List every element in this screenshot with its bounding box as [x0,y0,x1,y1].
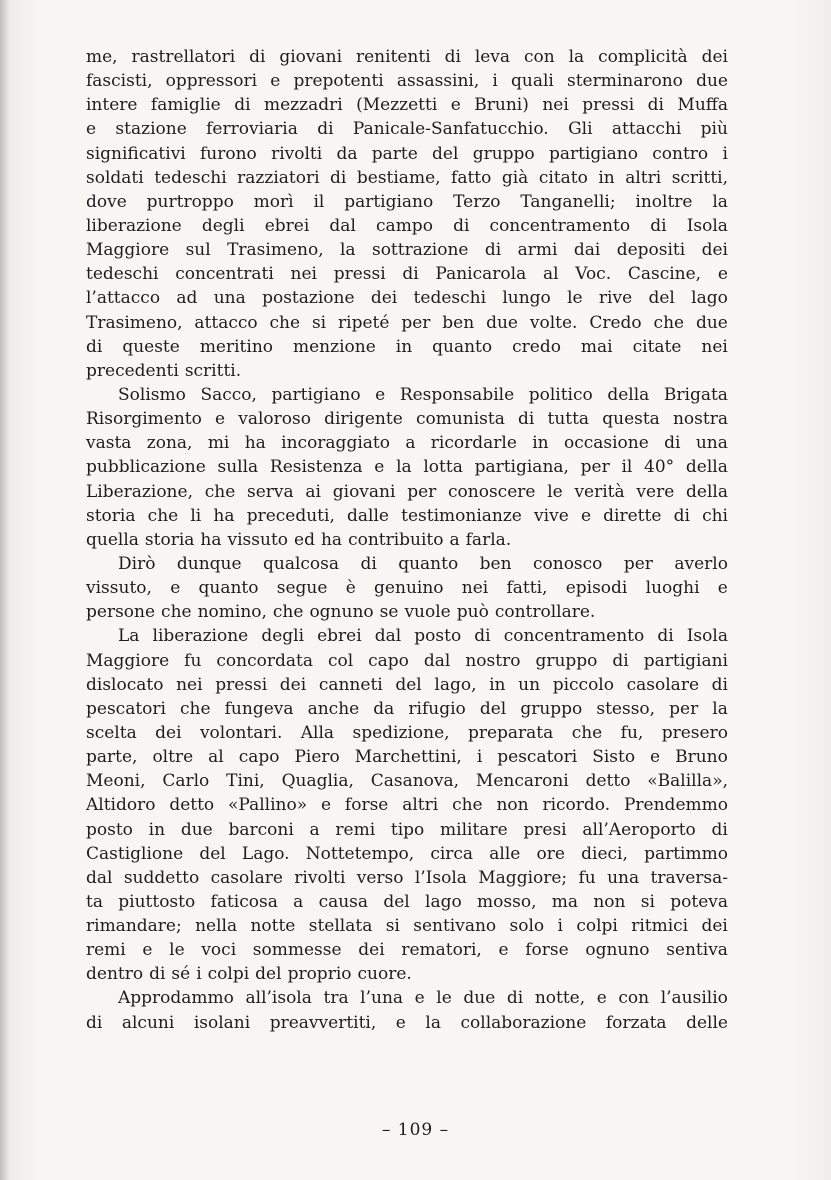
text-line: e stazione ferroviaria di Panicale-Sanfatucchio. Gli attacchi più [86,119,728,140]
text-line: precedenti scritti. [86,360,242,381]
text-line: Liberazione, che serva ai giovani per conoscere le verità vere della [86,481,728,502]
text-line: me, rastrellatori di giovani renitenti di leva con la complicità dei [86,47,728,67]
text-line: di queste meritino menzione in quanto credo mai citate nei [86,336,728,357]
page-number: – 109 – [381,1120,450,1140]
text-line: quella storia ha vissuto ed ha contribuito a farla. [86,529,512,550]
text-line: Trasimeno, attacco che si ripeté per ben due volte. Credo che due [86,312,728,333]
text-line: di alcuni isolani preavvertiti, e la collaborazione forzata delle [86,1012,728,1033]
paragraph [86,383,728,552]
text-line: pubblicazione sulla Resistenza e la lotta partigiana, per il 40° della [86,457,728,478]
text-line: vasta zona, mi ha incoraggiato a ricordarle in occasione di una [86,433,728,454]
text-line: persone che nomino, che ognuno se vuole può controllare. [86,602,596,623]
text-line: intere famiglie di mezzadri (Mezzetti e Bruni) nei pressi di Muffa [86,95,728,116]
text-line: pescatori che fungeva anche da rifugio del gruppo stesso, per la [86,698,728,719]
text-line: soldati tedeschi razziatori di bestiame, fatto già citato in altri scritti, [86,167,728,188]
text-line: remi e le voci sommesse dei rematori, e forse ognuno sentiva [86,940,728,961]
text-line: ta piuttosto faticosa a causa del lago mosso, ma non si poteva [86,891,728,912]
text-line: dentro di sé i colpi del proprio cuore. [86,964,412,985]
paragraph [86,45,728,383]
text-line: fascisti, oppressori e prepotenti assassini, i quali sterminarono due [86,71,728,92]
paragraph [86,624,728,986]
text-line: rimandare; nella notte stellata si sentivano solo i colpi ritmici dei [86,916,728,937]
text-line: l’attacco ad una postazione dei tedeschi lungo le rive del lago [86,288,728,309]
text-line: scelta dei volontari. Alla spedizione, preparata che fu, presero [86,722,728,743]
text-line: posto in due barconi a remi tipo militare presi all’Aeroporto di [86,819,728,840]
paragraph [86,552,728,624]
text-line: Meoni, Carlo Tini, Quaglia, Casanova, Mencaroni detto «Balilla», [86,771,728,792]
text-line: vissuto, e quanto segue è genuino nei fatti, episodi luoghi e [86,578,728,599]
text-line: dal suddetto casolare rivolti verso l’Isola Maggiore; fu una traversa- [86,867,728,888]
text-line: Maggiore fu concordata col capo dal nostro gruppo di partigiani [86,650,728,671]
text-line: Approdammo all’isola tra l’una e le due di notte, e con l’ausilio [118,988,728,1009]
text-line: Solismo Sacco, partigiano e Responsabile politico della Brigata [118,384,728,405]
text-line: Altidoro detto «Pallino» e forse altri che non ricordo. Prendemmo [86,795,728,816]
text-line: parte, oltre al capo Piero Marchettini, i pescatori Sisto e Bruno [86,747,728,768]
text-line: dislocato nei pressi dei canneti del lago, in un piccolo casolare di [86,674,728,695]
paragraph [86,986,728,1034]
text-line: Risorgimento e valoroso dirigente comunista di tutta questa nostra [86,409,728,430]
text-line: tedeschi concentrati nei pressi di Panicarola al Voc. Cascine, e [86,264,728,285]
text-line: liberazione degli ebrei dal campo di concentramento di Isola [86,215,728,236]
text-line: Dirò dunque qualcosa di quanto ben conosco per averlo [118,553,728,574]
text-line: La liberazione degli ebrei dal posto di concentramento di Isola [118,626,728,647]
text-line: Maggiore sul Trasimeno, la sottrazione di armi dai depositi dei [86,240,728,261]
text-line: Castiglione del Lago. Nottetempo, circa alle ore dieci, partimmo [86,843,728,864]
text-line: dove purtroppo morì il partigiano Terzo Tanganelli; inoltre la [86,191,728,212]
text-line: storia che li ha preceduti, dalle testimonianze vive e dirette di chi [86,505,728,526]
body-text [86,45,728,1035]
spine-shadow [0,0,10,1180]
text-line: significativi furono rivolti da parte del gruppo partigiano contro i [86,143,728,164]
